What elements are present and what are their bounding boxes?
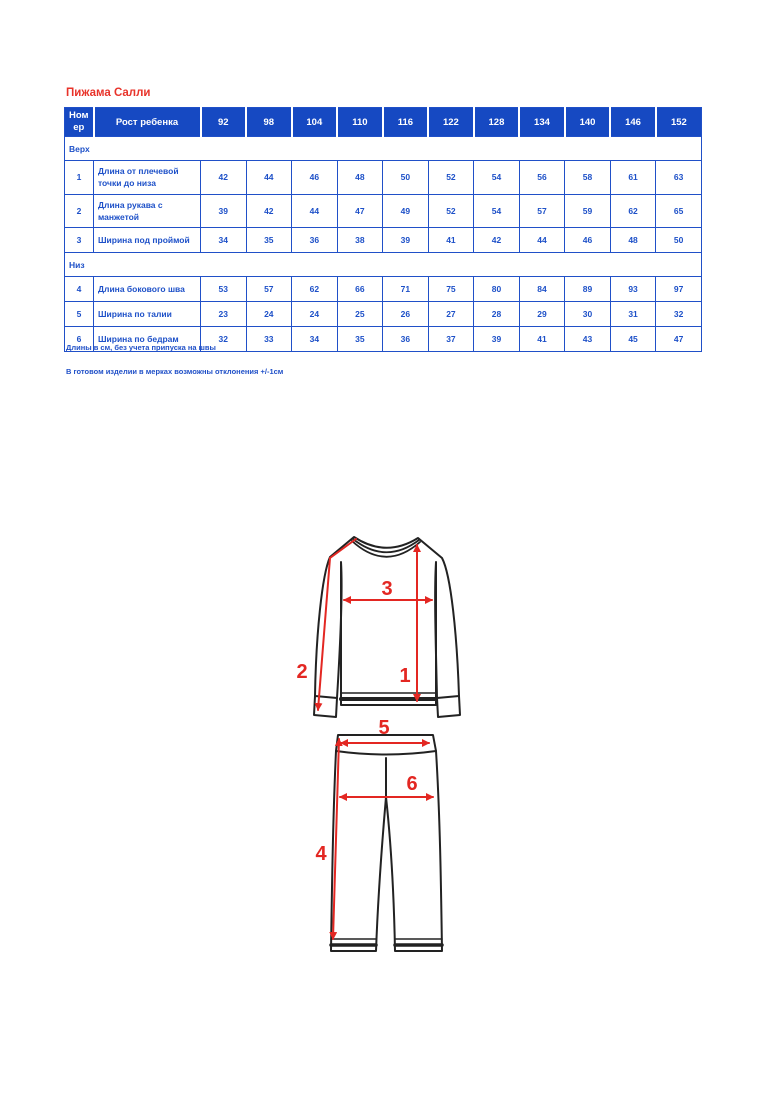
section-label: Верх bbox=[65, 137, 702, 161]
header-row bbox=[65, 108, 702, 137]
value-cell: 75 bbox=[428, 277, 474, 302]
value-cell: 54 bbox=[474, 194, 520, 228]
value-cell: 62 bbox=[610, 194, 656, 228]
header-cell-height: Рост ребенка bbox=[94, 108, 201, 137]
value-cell: 44 bbox=[519, 228, 565, 253]
value-cell: 27 bbox=[428, 302, 474, 327]
row-number-cell: 1 bbox=[65, 161, 94, 195]
row-number-cell: 4 bbox=[65, 277, 94, 302]
value-cell: 38 bbox=[337, 228, 383, 253]
value-cell: 45 bbox=[610, 327, 656, 352]
value-cell: 56 bbox=[519, 161, 565, 195]
value-cell: 24 bbox=[246, 302, 292, 327]
value-cell: 47 bbox=[337, 194, 383, 228]
header-cell-size: 152 bbox=[656, 108, 702, 137]
value-cell: 42 bbox=[474, 228, 520, 253]
header-cell-size: 110 bbox=[337, 108, 383, 137]
section-row bbox=[65, 253, 702, 277]
value-cell: 54 bbox=[474, 161, 520, 195]
value-cell: 44 bbox=[246, 161, 292, 195]
section-label: Низ bbox=[65, 253, 702, 277]
row-number-cell: 5 bbox=[65, 302, 94, 327]
value-cell: 46 bbox=[565, 228, 611, 253]
table-row bbox=[65, 228, 702, 253]
value-cell: 26 bbox=[383, 302, 429, 327]
measure-label-3: 3 bbox=[381, 578, 393, 600]
value-cell: 23 bbox=[201, 302, 247, 327]
note-units: Длины в см, без учета припуска на швы bbox=[66, 343, 216, 352]
measure-label-4: 4 bbox=[315, 843, 327, 865]
value-cell: 49 bbox=[383, 194, 429, 228]
value-cell: 34 bbox=[292, 327, 338, 352]
value-cell: 48 bbox=[337, 161, 383, 195]
size-table-container bbox=[64, 107, 702, 352]
value-cell: 50 bbox=[383, 161, 429, 195]
value-cell: 59 bbox=[565, 194, 611, 228]
value-cell: 53 bbox=[201, 277, 247, 302]
value-cell: 31 bbox=[610, 302, 656, 327]
value-cell: 32 bbox=[656, 302, 702, 327]
table-row bbox=[65, 302, 702, 327]
table-row bbox=[65, 161, 702, 195]
value-cell: 37 bbox=[428, 327, 474, 352]
value-cell: 57 bbox=[246, 277, 292, 302]
value-cell: 28 bbox=[474, 302, 520, 327]
value-cell: 42 bbox=[201, 161, 247, 195]
value-cell: 41 bbox=[428, 228, 474, 253]
header-cell-size: 122 bbox=[428, 108, 474, 137]
row-number-cell: 2 bbox=[65, 194, 94, 228]
value-cell: 29 bbox=[519, 302, 565, 327]
value-cell: 41 bbox=[519, 327, 565, 352]
value-cell: 63 bbox=[656, 161, 702, 195]
measure-label-6: 6 bbox=[406, 773, 418, 795]
measure-name-cell: Ширина по талии bbox=[94, 302, 201, 327]
value-cell: 24 bbox=[292, 302, 338, 327]
value-cell: 80 bbox=[474, 277, 520, 302]
value-cell: 61 bbox=[610, 161, 656, 195]
header-cell-size: 104 bbox=[292, 108, 338, 137]
page-title: Пижама Салли bbox=[66, 87, 151, 99]
value-cell: 43 bbox=[565, 327, 611, 352]
value-cell: 97 bbox=[656, 277, 702, 302]
value-cell: 52 bbox=[428, 161, 474, 195]
measure-label-5: 5 bbox=[378, 717, 390, 739]
header-cell-size: 98 bbox=[246, 108, 292, 137]
value-cell: 71 bbox=[383, 277, 429, 302]
measure-name-cell: Ширина по бедрам bbox=[94, 327, 201, 352]
value-cell: 84 bbox=[519, 277, 565, 302]
value-cell: 62 bbox=[292, 277, 338, 302]
value-cell: 57 bbox=[519, 194, 565, 228]
top-silhouette bbox=[314, 537, 460, 717]
value-cell: 52 bbox=[428, 194, 474, 228]
value-cell: 35 bbox=[337, 327, 383, 352]
table-row bbox=[65, 194, 702, 228]
header-cell-number: Номер bbox=[65, 108, 94, 137]
value-cell: 50 bbox=[656, 228, 702, 253]
section-row bbox=[65, 137, 702, 161]
measure-name-cell: Длина от плечевой точки до низа bbox=[94, 161, 201, 195]
measure-name-cell: Ширина под проймой bbox=[94, 228, 201, 253]
value-cell: 30 bbox=[565, 302, 611, 327]
value-cell: 33 bbox=[246, 327, 292, 352]
measure-name-cell: Длина рукава с манжетой bbox=[94, 194, 201, 228]
value-cell: 65 bbox=[656, 194, 702, 228]
pajama-diagram bbox=[270, 505, 590, 975]
header-cell-size: 134 bbox=[519, 108, 565, 137]
row-number-cell: 3 bbox=[65, 228, 94, 253]
note-tolerance: В готовом изделии в мерках возможны отклонения +/-1см bbox=[66, 367, 284, 376]
value-cell: 44 bbox=[292, 194, 338, 228]
value-cell: 25 bbox=[337, 302, 383, 327]
value-cell: 47 bbox=[656, 327, 702, 352]
measure-name-cell: Длина бокового шва bbox=[94, 277, 201, 302]
value-cell: 66 bbox=[337, 277, 383, 302]
pajama-pants-drawing bbox=[331, 735, 442, 951]
header-cell-size: 116 bbox=[383, 108, 429, 137]
value-cell: 48 bbox=[610, 228, 656, 253]
value-cell: 36 bbox=[292, 228, 338, 253]
value-cell: 39 bbox=[383, 228, 429, 253]
measure-label-1: 1 bbox=[399, 665, 411, 687]
pajama-top-drawing bbox=[314, 537, 460, 717]
size-table bbox=[64, 107, 702, 352]
header-cell-size: 146 bbox=[610, 108, 656, 137]
measure-label-2: 2 bbox=[296, 661, 308, 683]
value-cell: 89 bbox=[565, 277, 611, 302]
value-cell: 32 bbox=[201, 327, 247, 352]
header-cell-size: 92 bbox=[201, 108, 247, 137]
header-cell-size: 128 bbox=[474, 108, 520, 137]
value-cell: 39 bbox=[474, 327, 520, 352]
value-cell: 46 bbox=[292, 161, 338, 195]
table-row bbox=[65, 277, 702, 302]
value-cell: 36 bbox=[383, 327, 429, 352]
value-cell: 42 bbox=[246, 194, 292, 228]
value-cell: 39 bbox=[201, 194, 247, 228]
value-cell: 58 bbox=[565, 161, 611, 195]
value-cell: 34 bbox=[201, 228, 247, 253]
value-cell: 93 bbox=[610, 277, 656, 302]
row-number-cell: 6 bbox=[65, 327, 94, 352]
header-cell-size: 140 bbox=[565, 108, 611, 137]
value-cell: 35 bbox=[246, 228, 292, 253]
